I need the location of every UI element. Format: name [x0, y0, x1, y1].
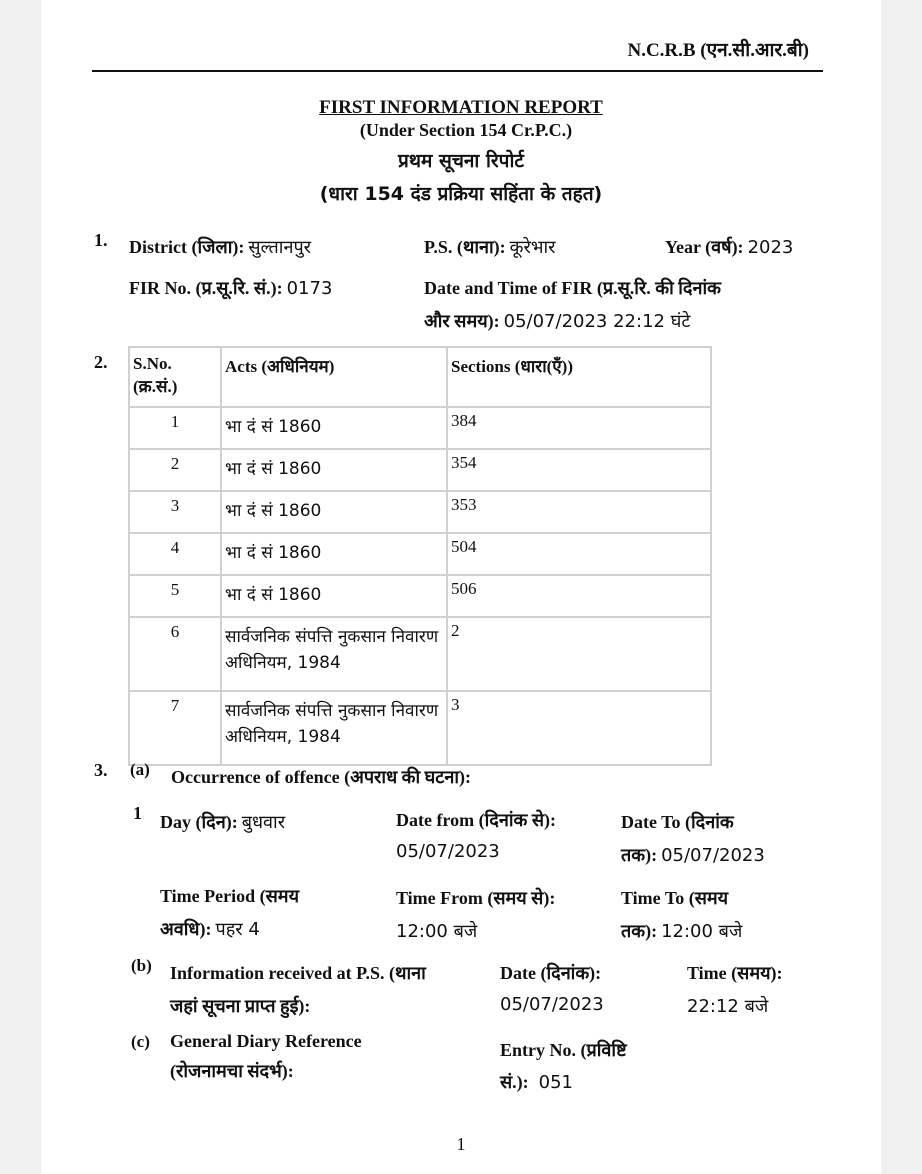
date-to-field [621, 843, 765, 867]
time-period-field [160, 917, 260, 941]
time-to-value: 12:00 बजे [661, 921, 743, 942]
section-3-number: 3. [94, 760, 108, 780]
date-from-label: Date from (दिनांक से): [396, 810, 556, 830]
sections-header: Sections (धारा(एँ)) [447, 347, 711, 407]
time-to-field [621, 919, 742, 943]
act-cell: सार्वजनिक संपत्ति नुकसान निवारण अधिनियम, 1984 [221, 691, 447, 765]
date-from-value: 05/07/2023 [396, 841, 500, 862]
table-header-row [129, 347, 711, 407]
section-cell: 353 [447, 491, 711, 533]
section-2-number: 2. [94, 352, 108, 372]
fir-number-label: FIR No. (प्र.सू.रि. सं.): [129, 278, 283, 298]
ncrb-header: N.C.R.B (एन.सी.आर.बी) [627, 40, 809, 61]
occurrence-title: Occurrence of offence (अपराध की घटना): [171, 767, 471, 787]
report-title-en: FIRST INFORMATION REPORT [319, 97, 603, 118]
year-label: Year (वर्ष): [665, 237, 744, 257]
time-period-label-line2: अवधि): [160, 919, 212, 939]
gd-reference-label-line1: General Diary Reference [170, 1031, 362, 1051]
fir-datetime-label-line1: Date and Time of FIR (प्र.सू.रि. की दिनांक [424, 278, 721, 298]
act-cell: भा दं सं 1860 [221, 491, 447, 533]
table-row [129, 449, 711, 491]
table-row [129, 691, 711, 765]
district-label: District (जिला): [129, 237, 245, 257]
entry-no-label-line2: सं.): [500, 1072, 529, 1092]
table-row [129, 533, 711, 575]
time-from-label: Time From (समय से): [396, 888, 556, 908]
ps-field [424, 235, 556, 259]
date-to-label-line1: Date To (दिनांक [621, 812, 734, 832]
table-row [129, 617, 711, 691]
sno-header-line2: (क्र.सं.) [133, 377, 178, 396]
sno-header-line1: S.No. [133, 354, 172, 373]
table-row [129, 491, 711, 533]
date-to-value: 05/07/2023 [661, 845, 765, 866]
district-field [129, 235, 311, 259]
act-cell: भा दं सं 1860 [221, 575, 447, 617]
sno-cell: 2 [129, 449, 221, 491]
day-value: बुधवार [241, 812, 286, 833]
info-time-value: 22:12 बजे [687, 996, 769, 1017]
sno-cell: 6 [129, 617, 221, 691]
info-received-label-line1: Information received at P.S. (थाना [170, 963, 426, 983]
info-received-label-line2: जहां सूचना प्राप्त हुई): [170, 996, 311, 1016]
sno-cell: 7 [129, 691, 221, 765]
header-divider [92, 70, 823, 72]
report-subtitle-hi: (धारा 154 दंड प्रक्रिया सहिंता के तहत) [319, 183, 603, 205]
year-field [665, 235, 793, 259]
fir-datetime-field [424, 309, 690, 333]
day-field [160, 810, 285, 834]
table-row [129, 575, 711, 617]
section-1-number: 1. [94, 230, 108, 250]
page-number: 1 [456, 1134, 466, 1154]
sno-header [129, 347, 221, 407]
act-cell: सार्वजनिक संपत्ति नुकसान निवारण अधिनियम, 1984 [221, 617, 447, 691]
fir-number-field [129, 276, 332, 300]
info-date-label: Date (दिनांक): [500, 963, 602, 983]
table-row [129, 407, 711, 449]
section-cell: 504 [447, 533, 711, 575]
info-time-label: Time (समय): [687, 963, 783, 983]
time-to-label-line1: Time To (समय [621, 888, 729, 908]
fir-datetime-value: 05/07/2023 22:12 घंटे [503, 311, 691, 332]
act-cell: भा दं सं 1860 [221, 533, 447, 575]
act-cell: भा दं सं 1860 [221, 449, 447, 491]
acts-header: Acts (अधिनियम) [221, 347, 447, 407]
section-3a-marker: (a) [130, 760, 150, 779]
sno-cell: 4 [129, 533, 221, 575]
ps-value: कूरेभार [509, 237, 556, 258]
fir-number-value: 0173 [286, 278, 333, 299]
time-period-value: पहर 4 [215, 919, 260, 940]
section-3b-marker: (b) [131, 956, 152, 975]
sno-cell: 5 [129, 575, 221, 617]
date-to-label-line2: तक): [621, 845, 658, 865]
act-cell: भा दं सं 1860 [221, 407, 447, 449]
entry-no-value: 051 [538, 1072, 574, 1093]
gd-reference-label-line2: (रोजनामचा संदर्भ): [170, 1061, 294, 1081]
ps-label: P.S. (थाना): [424, 237, 506, 257]
section-cell: 384 [447, 407, 711, 449]
occurrence-item-number: 1 [133, 803, 142, 823]
acts-sections-table [128, 346, 712, 766]
section-cell: 2 [447, 617, 711, 691]
document-page [41, 0, 881, 1174]
report-subtitle-en: (Under Section 154 Cr.P.C.) [359, 120, 573, 140]
year-value: 2023 [747, 237, 794, 258]
district-value: सुल्तानपुर [248, 237, 312, 258]
fir-datetime-label-line2: और समय): [424, 311, 500, 331]
section-cell: 354 [447, 449, 711, 491]
sno-cell: 3 [129, 491, 221, 533]
info-date-value: 05/07/2023 [500, 994, 604, 1015]
time-period-label-line1: Time Period (समय [160, 886, 300, 906]
report-title-hi: प्रथम सूचना रिपोर्ट [398, 150, 524, 172]
time-to-label-line2: तक): [621, 921, 658, 941]
day-label: Day (दिन): [160, 812, 238, 832]
entry-no-field [500, 1070, 573, 1094]
section-cell: 506 [447, 575, 711, 617]
entry-no-label-line1: Entry No. (प्रविष्टि [500, 1040, 627, 1060]
sno-cell: 1 [129, 407, 221, 449]
time-from-value: 12:00 बजे [396, 921, 478, 942]
section-3c-marker: (c) [131, 1032, 150, 1051]
section-cell: 3 [447, 691, 711, 765]
